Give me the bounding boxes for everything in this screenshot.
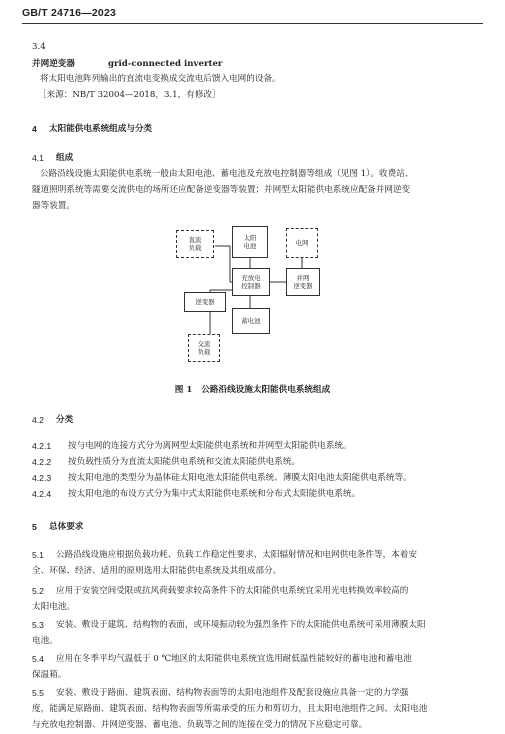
clause-line: 公路沿线设施应根据负载功耗、负载工作稳定性要求、太阳辐射情况和电网供电条件等，本着安 xyxy=(56,550,417,560)
header-divider xyxy=(22,23,483,24)
clause-number: 4.2.2 xyxy=(32,457,52,467)
dc-load-box: 直流 负载 xyxy=(176,230,214,258)
battery-box: 蓄电池 xyxy=(232,308,270,334)
grid-inverter-box: 并网 逆变器 xyxy=(286,268,320,296)
clause-number: 4.2.4 xyxy=(32,489,52,499)
clause-number: 5.3 xyxy=(32,620,44,630)
clause-text: 按负载性质分为直流太阳能供电系统和交流太阳能供电系统。 xyxy=(68,457,301,467)
clause-text: 按与电网的连接方式分为离网型太阳能供电系统和并网型太阳能供电系统。 xyxy=(68,441,352,451)
subsection-title: 分类 xyxy=(56,415,74,425)
clause-line: 应用于安装空间受限或抗风荷载要求较高条件下的太阳能供电系统宜采用光电转换效率较高的 xyxy=(56,586,409,596)
subsection-number: 4.1 xyxy=(32,153,44,163)
section-title: 太阳能供电系统组成与分类 xyxy=(49,124,153,134)
clause-text: 按太阳电池的布设方式分为集中式太阳能供电系统和分布式太阳能供电系统。 xyxy=(68,489,361,499)
section-title: 总体要求 xyxy=(49,522,84,532)
term-definition: 将太阳电池阵列输出的直流电变换成交流电后馈入电网的设备。 xyxy=(40,74,281,84)
clause-number: 4.2.1 xyxy=(32,441,52,451)
clause-line: 度，能满足原路面、建筑表面、结构物表面等所需承受的压力和剪切力，且太阳电池组件之间、太阳电池 xyxy=(32,704,428,714)
term-source: ［来源：NB/T 32004—2018，3.1，有修改］ xyxy=(38,90,221,100)
charge-controller-box: 充放电 控制器 xyxy=(232,268,270,296)
clause-number: 4.2.3 xyxy=(32,473,52,483)
clause-line: 安装、敷设于建筑、结构物的表面，或环境振动较为强烈条件下的太阳能供电系统可采用薄膜太阳 xyxy=(56,620,426,630)
figure-caption: 图 1 公路沿线设施太阳能供电系统组成 xyxy=(174,385,331,395)
solar-cell-box: 太阳 电池 xyxy=(232,226,268,258)
clause-line: 与充放电控制器、并网逆变器、蓄电池、负载等之间的连接在受力的情况下应稳定可靠。 xyxy=(32,720,368,730)
clause-number: 5.4 xyxy=(32,654,44,664)
clause-line: 全、环保、经济、适用的原则选用太阳能供电系统及其组成部分。 xyxy=(32,566,282,576)
clause-line: 电池。 xyxy=(32,636,58,646)
clause-line: 保温箱。 xyxy=(32,670,67,680)
section-number: 5 xyxy=(32,522,37,532)
grid-box: 电网 xyxy=(286,228,318,258)
ac-load-box: 交流 负载 xyxy=(188,334,220,362)
subsection-number: 4.2 xyxy=(32,415,44,425)
clause-line: 安装、敷设于路面、建筑表面、结构物表面等的太阳电池组件及配套设施应具备一定的力学强 xyxy=(56,688,409,698)
section-number: 4 xyxy=(32,124,37,134)
clause-number: 5.1 xyxy=(32,550,44,560)
clause-text: 按太阳电池的类型分为晶体硅太阳电池太阳能供电系统、薄膜太阳电池太阳能供电系统等。 xyxy=(68,473,412,483)
clause-number: 5.5 xyxy=(32,688,44,698)
inverter-box: 逆变器 xyxy=(184,292,226,312)
paragraph-line: 器等装置。 xyxy=(32,201,75,211)
clause-line: 太阳电池。 xyxy=(32,602,75,612)
term-english: grid-connected inverter xyxy=(108,59,223,69)
clause-number: 5.2 xyxy=(32,586,44,596)
subsection-title: 组成 xyxy=(56,153,74,163)
clause-number: 3.4 xyxy=(32,42,46,52)
term-chinese: 并网逆变器 xyxy=(32,59,75,69)
paragraph-line: 隧道照明系统等需要交流供电的场所还应配备逆变器等装置；并网型太阳能供电系统应配备并网逆变 xyxy=(32,185,411,195)
paragraph-line: 公路沿线设施太阳能供电系统一般由太阳电池、蓄电池及充放电控制器等组成（见图 1）。收费站、 xyxy=(40,169,414,179)
clause-line: 应用在冬季平均气温低于 0 ℃地区的太阳能供电系统宜选用耐低温性能较好的蓄电池和蓄电池 xyxy=(56,654,412,664)
standard-number: GB/T 24716—2023 xyxy=(22,7,117,19)
system-diagram xyxy=(170,222,330,372)
